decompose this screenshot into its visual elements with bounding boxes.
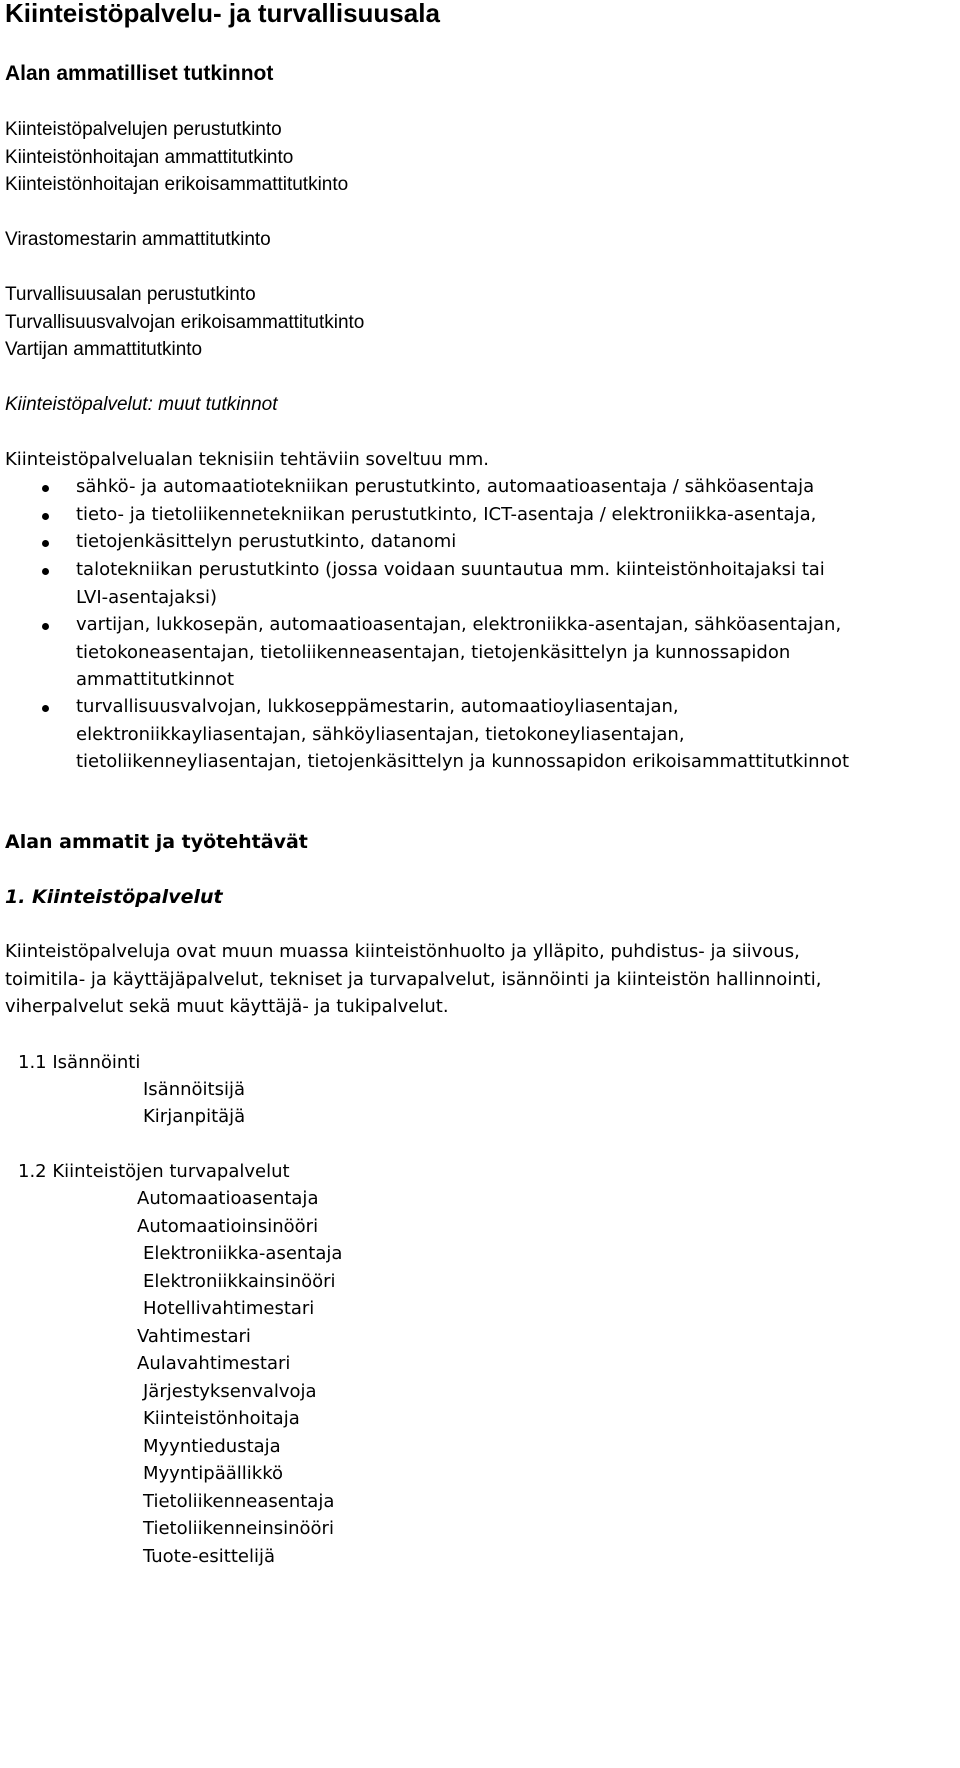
bullet-icon [42, 623, 49, 630]
paragraph-line: viherpalvelut sekä muut käyttäjä- ja tukipalvelut. [5, 996, 449, 1017]
bullet-text: elektroniikkayliasentajan, sähköyliasentajan, tietokoneyliasentajan, [76, 723, 685, 745]
bullet-text: talotekniikan perustutkinto (jossa voidaan suuntautua mm. kiinteistönhoitajaksi tai [76, 559, 825, 580]
paragraph-line: Kiinteistöpalveluja ovat muun muassa kiinteistönhuolto ja ylläpito, puhdistus- ja siivous, [5, 941, 800, 962]
bullet-icon [42, 485, 49, 492]
occupation-item: Elektroniikkainsinööri [143, 1270, 336, 1292]
occupation-item: Kirjanpitäjä [143, 1106, 246, 1127]
occupation-item: Järjestyksenvalvoja [143, 1380, 317, 1402]
occupation-item: Myyntipäällikkö [143, 1463, 284, 1484]
degree-item: Vartijan ammattitutkinto [5, 339, 203, 360]
bullet-text: ammattitutkinnot [76, 669, 235, 690]
degree-item: Turvallisuusvalvojan erikoisammattitutkinto [5, 312, 365, 333]
occupation-item: Automaatioinsinööri [137, 1215, 319, 1237]
bullet-text: vartijan, lukkosepän, automaatioasentajan, elektroniikka-asentajan, sähköasentajan, [76, 614, 842, 635]
degree-item: Kiinteistönhoitajan ammattitutkinto [5, 147, 294, 168]
bullet-text: tieto- ja tietoliikennetekniikan perustutkinto, ICT-asentaja / elektroniikka-asentaja, [76, 504, 817, 525]
occupation-item: Isännöitsijä [143, 1079, 246, 1100]
occupation-item: Hotellivahtimestari [143, 1298, 315, 1319]
degree-item: Kiinteistönhoitajan erikoisammattitutkinto [5, 174, 349, 195]
occupation-item: Elektroniikka-asentaja [143, 1243, 343, 1264]
occupation-item: Automaatioasentaja [137, 1188, 319, 1209]
occupation-item: Tietoliikenneinsinööri [143, 1518, 334, 1539]
section-heading: 1. Kiinteistöpalvelut [5, 886, 223, 908]
bullet-icon [42, 705, 49, 712]
bullet-text: tietokoneasentajan, tietoliikenneasentajan, tietojenkäsittelyn ja kunnossapidon [76, 641, 791, 663]
paragraph-line: toimitila- ja käyttäjäpalvelut, tekniset ja turvapalvelut, isännöinti ja kiinteistön hallinnointi, [5, 969, 822, 990]
occupation-item: Aulavahtimestari [137, 1353, 291, 1374]
subsection-heading: Kiinteistöpalvelut: muut tutkinnot [5, 394, 278, 415]
subsection-heading: 1.2 Kiinteistöjen turvapalvelut [18, 1161, 290, 1182]
page-title: Kiinteistöpalvelu- ja turvallisuusala [5, 0, 440, 28]
intro-text: Kiinteistöpalvelualan teknisiin tehtäviin soveltuu mm. [5, 449, 489, 470]
occupation-item: Tuote-esittelijä [143, 1545, 275, 1567]
degree-item: Virastomestarin ammattitutkinto [5, 229, 271, 250]
bullet-text: LVI-asentajaksi) [76, 586, 218, 608]
subsection-heading: 1.1 Isännöinti [18, 1052, 141, 1073]
bullet-icon [42, 540, 49, 547]
occupation-item: Vahtimestari [137, 1325, 251, 1347]
bullet-text: turvallisuusvalvojan, lukkoseppämestarin, automaatioyliasentajan, [76, 696, 679, 717]
occupation-item: Myyntiedustaja [143, 1435, 281, 1457]
degree-item: Kiinteistöpalvelujen perustutkinto [5, 119, 282, 140]
bullet-text: tietojenkäsittelyn perustutkinto, datanomi [76, 531, 457, 552]
bullet-text: tietoliikenneyliasentajan, tietojenkäsittelyn ja kunnossapidon erikoisammattitutkinnot [76, 751, 850, 772]
bullet-text: sähkö- ja automaatiotekniikan perustutkinto, automaatioasentaja / sähköasentaja [76, 476, 815, 497]
degree-item: Turvallisuusalan perustutkinto [5, 284, 256, 305]
occupation-item: Tietoliikenneasentaja [143, 1490, 335, 1512]
section-heading: Alan ammatit ja työtehtävät [5, 831, 308, 853]
bullet-icon [42, 513, 49, 520]
section-heading: Alan ammatilliset tutkinnot [5, 62, 274, 85]
bullet-icon [42, 568, 49, 575]
occupation-item: Kiinteistönhoitaja [143, 1408, 300, 1429]
